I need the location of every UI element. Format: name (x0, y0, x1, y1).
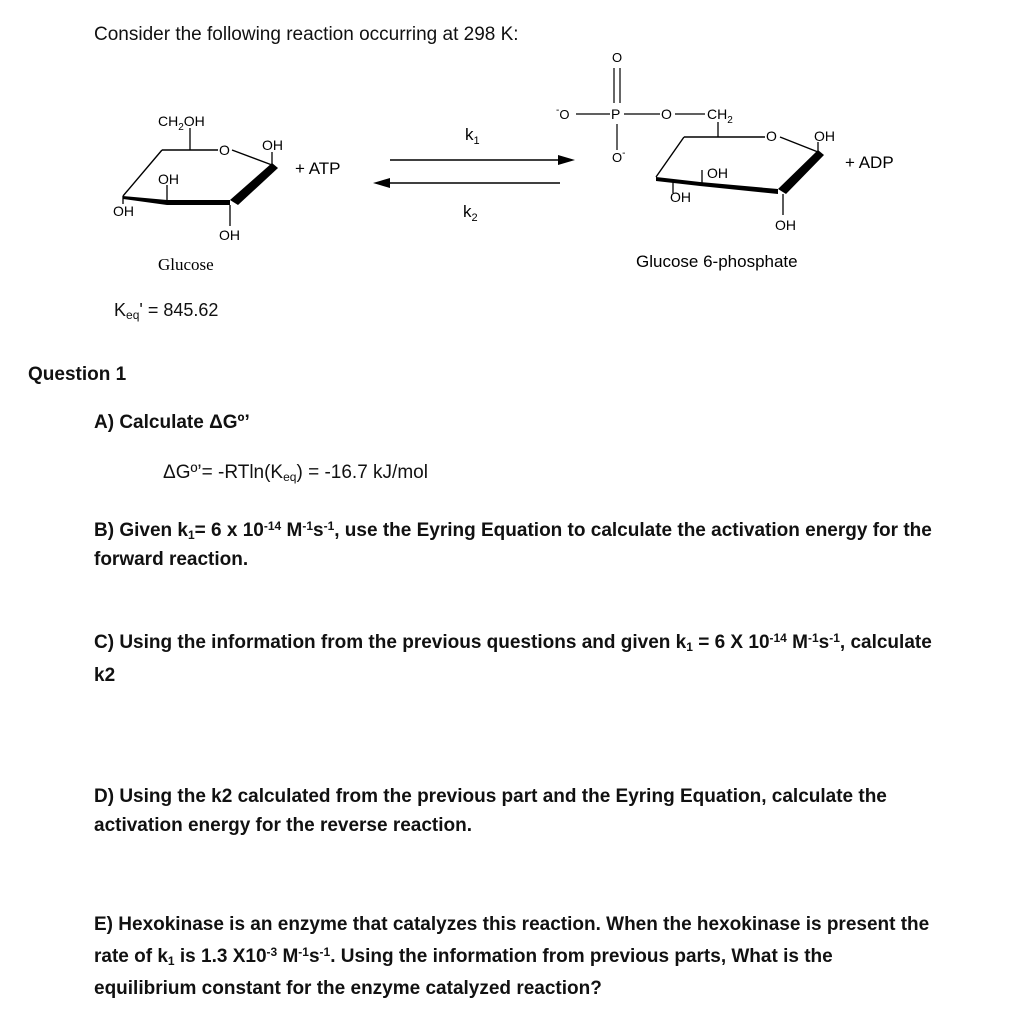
equilibrium-arrows (373, 155, 575, 188)
part-e-line3: equilibrium constant for the enzyme catalyzed reaction? (94, 978, 602, 999)
glucose-oh-mid: OH (158, 171, 179, 187)
glucose-ch2oh-label: CH (158, 113, 179, 129)
part-e-text (94, 909, 929, 1005)
glucose-6-phosphate-label: Glucose 6-phosphate (636, 252, 798, 271)
keq-value: $K_{eq}' = 845.62$ (114, 300, 219, 322)
part-d-line1: D) Using the k2 calculated from the previous part and the Eyring Equation, calculate the (94, 786, 887, 807)
part-b-line1: B) Given $k_1= 6$ x $10^{-14}$ $M^{-1}s^{-1}$, use the Eyring Equation to calculate the activation energy for the (94, 519, 932, 542)
intro-text: Consider the following reaction occurring at 298 K: (94, 24, 519, 45)
svg-text:-O: -O (556, 105, 570, 122)
glucose-6-phosphate-structure (556, 50, 835, 271)
product-ch2-label: CH (707, 106, 728, 122)
product-ring-oxygen: O (766, 128, 777, 144)
part-a-title: A) Calculate ΔGº’ (94, 412, 250, 433)
product-oh-bottom: OH (775, 217, 796, 233)
product-oh-right: OH (814, 128, 835, 144)
svg-text:O-: O- (612, 148, 626, 165)
part-e-line1: E) Hexokinase is an enzyme that catalyzes this reaction. When the hexokinase is present the (94, 914, 930, 935)
glucose-oh-right: OH (262, 137, 283, 153)
k1-label: $k_1$ (465, 125, 480, 147)
adp-label: + ADP (845, 153, 894, 172)
part-a-answer: ΔGº’= $-RTln(K_{eq}) = -16.7$ kJ/mol (163, 462, 428, 484)
glucose-structure (113, 113, 283, 274)
part-d-text (94, 782, 887, 840)
part-c-line2: k2 (94, 665, 116, 686)
svg-text:CH2: $CH_2$ (707, 106, 733, 126)
part-b-line2: forward reaction. (94, 549, 249, 570)
phosphate-top-oxygen: O (612, 50, 623, 65)
atp-label: + ATP (295, 159, 341, 178)
part-c-line1: C) Using the information from the previous questions and given $k_1 = 6$ X $10^{-14}$ $M^{-1}s^{-1}$, calculate (94, 631, 932, 654)
part-b-text (94, 516, 932, 574)
k2-label: $k_2$ (463, 202, 478, 224)
part-e-line2: rate of $k_1$ is 1.3 $X10^{-3}$ $M^{-1}s^{-1}$. Using the information from previous parts, What is the (94, 945, 833, 968)
part-d-line2: activation energy for the reverse reaction. (94, 815, 473, 836)
product-oh-mid: OH (707, 165, 728, 181)
reaction-scheme (0, 0, 1022, 290)
glucose-ring-oxygen: O (219, 142, 230, 158)
glucose-oh-bottom: OH (219, 227, 240, 243)
part-c-text (94, 628, 932, 690)
svg-text:CH2OH: $CH_2OH$ (158, 113, 205, 133)
product-oh-left: OH (670, 189, 691, 205)
question-title: Question 1 (28, 364, 127, 385)
glucose-label: Glucose (158, 255, 214, 274)
glucose-oh-left: OH (113, 203, 134, 219)
phosphorus-label: P (611, 106, 621, 122)
phosphate-link-oxygen: O (661, 106, 672, 122)
